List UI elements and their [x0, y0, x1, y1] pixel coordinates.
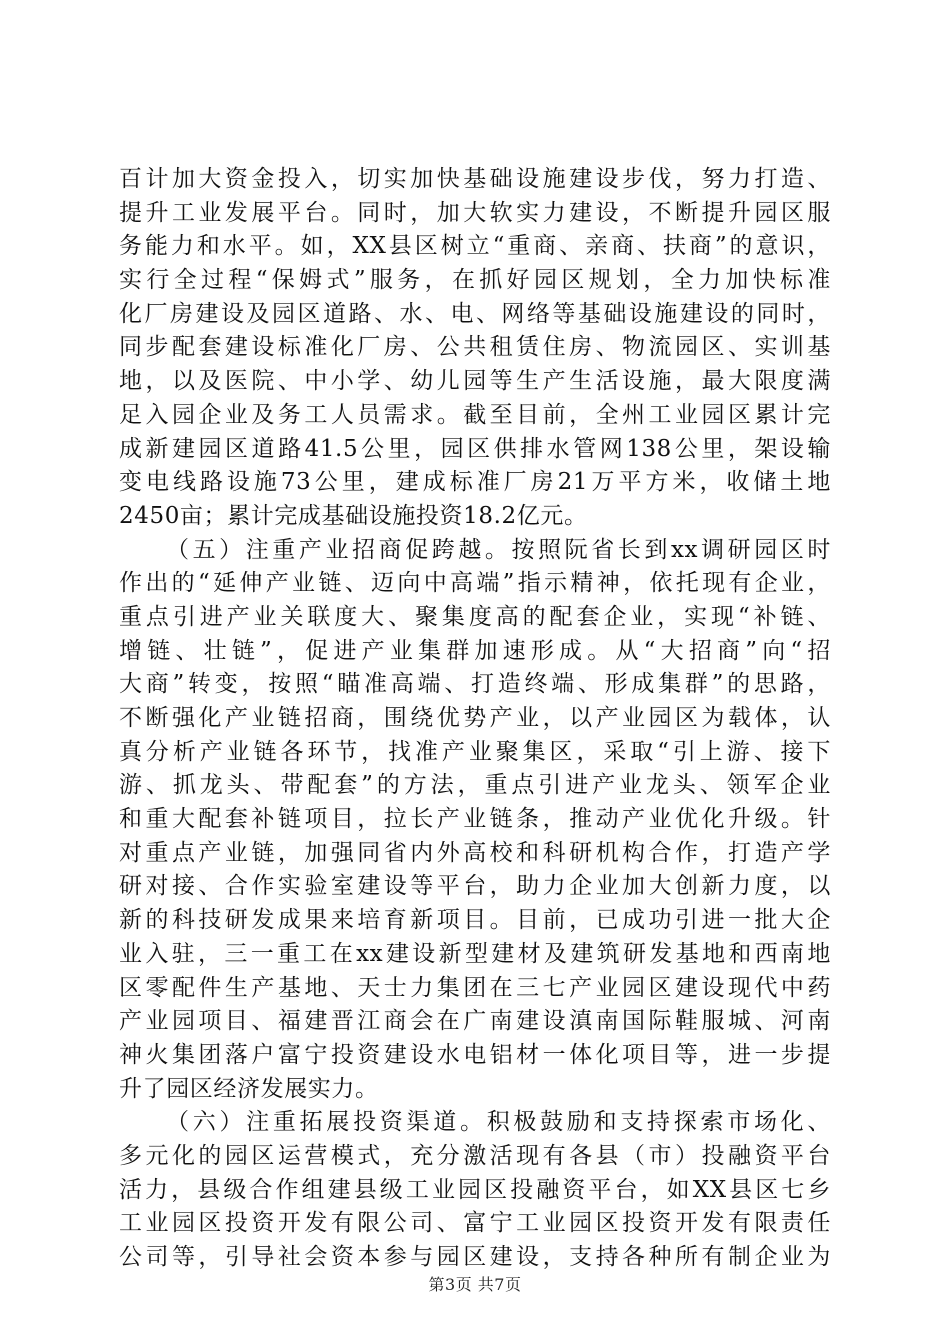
text-line: 重点引进产业关联度大、聚集度高的配套企业，实现“补链、: [119, 603, 831, 630]
text-line: 活力，县级合作组建县级工业园区投融资平台，如XX县区七乡: [119, 1176, 831, 1203]
text-line: 变电线路设施73公里，建成标准厂房21万平方米，收储土地: [119, 469, 831, 496]
text-line: 对重点产业链，加强同省内外高校和科研机构合作，打造产学: [119, 839, 831, 866]
text-line: 和重大配套补链项目，拉长产业链条，推动产业优化升级。针: [119, 806, 831, 833]
text-line: （五）注重产业招商促跨越。按照阮省长到xx调研园区时: [166, 536, 831, 563]
text-line: 真分析产业链各环节，找准产业聚集区，采取“引上游、接下: [119, 738, 831, 765]
text-line: 工业园区投资开发有限公司、富宁工业园区投资开发有限责任: [119, 1210, 831, 1237]
text-line: 百计加大资金投入，切实加快基础设施建设步伐，努力打造、: [119, 166, 831, 192]
text-line: 2450亩；累计完成基础设施投资18.2亿元。: [119, 502, 588, 529]
body-text: [119, 163, 831, 1275]
text-line: 公司等，引导社会资本参与园区建设，支持各种所有制企业为: [119, 1244, 831, 1270]
text-line: 游、抓龙头、带配套”的方法，重点引进产业龙头、领军企业: [119, 772, 831, 799]
text-line: 多元化的园区运营模式，充分激活现有各县（市）投融资平台: [119, 1142, 831, 1169]
text-line: 升了园区经济发展实力。: [119, 1075, 379, 1102]
text-line: 务能力和水平。如，XX县区树立“重商、亲商、扶商”的意识，: [119, 233, 831, 260]
text-line: 化厂房建设及园区道路、水、电、网络等基础设施建设的同时，: [119, 300, 831, 327]
text-line: 地，以及医院、中小学、幼儿园等生产生活设施，最大限度满: [119, 368, 831, 395]
text-line: 产业园项目、福建晋江商会在广南建设滇南国际鞋服城、河南: [119, 1008, 831, 1035]
text-line: 研对接、合作实验室建设等平台，助力企业加大创新力度，以: [119, 873, 831, 900]
text-line: 足入园企业及务工人员需求。截至目前，全州工业园区累计完: [119, 401, 831, 428]
text-line: 作出的“延伸产业链、迈向中高端”指示精神，依托现有企业，: [119, 570, 831, 597]
text-line: 神火集团落户富宁投资建设水电铝材一体化项目等，进一步提: [119, 1041, 831, 1068]
text-line: 大商”转变，按照“瞄准高端、打造终端、形成集群”的思路，: [119, 671, 831, 698]
page-number-footer: 第3页 共7页: [428, 1275, 522, 1294]
text-line: 业入驻，三一重工在xx建设新型建材及建筑研发基地和西南地: [119, 940, 831, 967]
text-line: 增链、壮链”，促进产业集群加速形成。从“大招商”向“招: [119, 637, 831, 664]
text-line: 提升工业发展平台。同时，加大软实力建设，不断提升园区服: [119, 199, 831, 226]
text-line: 不断强化产业链招商，围绕优势产业，以产业园区为载体，认: [119, 705, 831, 731]
text-line: 新的科技研发成果来培育新项目。目前，已成功引进一批大企: [119, 907, 831, 934]
text-line: 实行全过程“保姆式”服务，在抓好园区规划，全力加快标准: [119, 267, 831, 294]
text-line: （六）注重拓展投资渠道。积极鼓励和支持探索市场化、: [166, 1109, 831, 1136]
text-line: 区零配件生产基地、天士力集团在三七产业园区建设现代中药: [119, 974, 831, 1001]
text-line: 同步配套建设标准化厂房、公共租赁住房、物流园区、实训基: [119, 334, 831, 361]
text-line: 成新建园区道路41.5公里，园区供排水管网138公里，架设输: [119, 435, 831, 462]
